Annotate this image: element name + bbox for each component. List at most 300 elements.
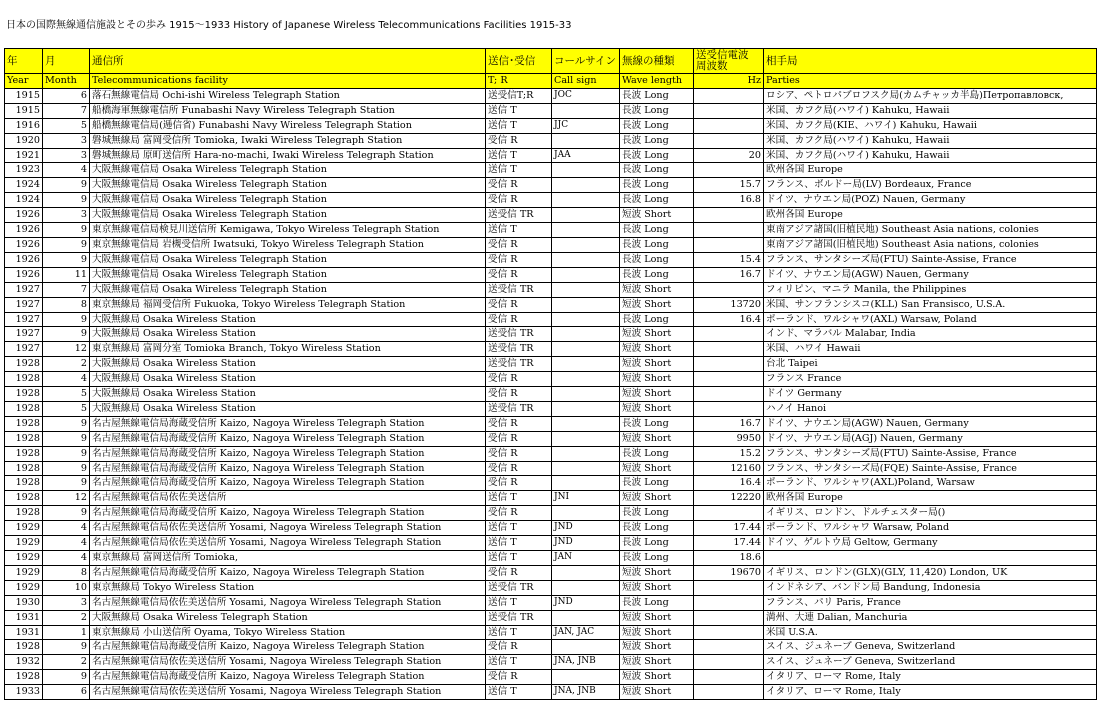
cell-callsign	[552, 565, 620, 580]
cell-tr: 送信 T	[486, 536, 552, 551]
cell-callsign	[552, 178, 620, 193]
cell-wavelength: 長波 Long	[620, 163, 694, 178]
cell-wavelength: 短波 Short	[620, 327, 694, 342]
cell-parties: 米国、カフク局(ハワイ) Kahuku, Hawaii	[764, 133, 1097, 148]
cell-tr: 受信 R	[486, 178, 552, 193]
cell-parties: 満州、大連 Dalian, Manchuria	[764, 610, 1097, 625]
cell-month: 9	[43, 327, 90, 342]
cell-month: 6	[43, 685, 90, 700]
header-jp-year: 年	[5, 49, 43, 74]
table-row	[5, 685, 1097, 700]
cell-callsign: JJC	[552, 118, 620, 133]
cell-parties: フランス、サンタシーズ局(FQE) Sainte-Assise, France	[764, 461, 1097, 476]
cell-wavelength: 長波 Long	[620, 252, 694, 267]
header-en-hz: Hz	[694, 74, 764, 89]
table-row	[5, 461, 1097, 476]
cell-month: 8	[43, 297, 90, 312]
cell-wavelength: 長波 Long	[620, 521, 694, 536]
cell-callsign	[552, 506, 620, 521]
cell-facility: 大阪無線電信局 Osaka Wireless Telegraph Station	[90, 252, 486, 267]
cell-wavelength: 長波 Long	[620, 193, 694, 208]
cell-frequency	[694, 625, 764, 640]
cell-year: 1928	[5, 387, 43, 402]
cell-parties: イギリス、ロンドン(GLX)(GLY, 11,420) London, UK	[764, 565, 1097, 580]
cell-year: 1928	[5, 372, 43, 387]
cell-parties: 米国、カフク局(ハワイ) Kahuku, Hawaii	[764, 148, 1097, 163]
cell-year: 1927	[5, 312, 43, 327]
cell-facility: 大阪無線局 Osaka Wireless Telegraph Station	[90, 610, 486, 625]
cell-parties: ポーランド、ワルシャワ(AXL)Poland, Warsaw	[764, 476, 1097, 491]
cell-month: 3	[43, 148, 90, 163]
cell-year: 1929	[5, 521, 43, 536]
table-row	[5, 372, 1097, 387]
table-row	[5, 88, 1097, 103]
cell-year: 1929	[5, 551, 43, 566]
cell-parties: ハノイ Hanoi	[764, 401, 1097, 416]
cell-facility: 大阪無線局 Osaka Wireless Station	[90, 387, 486, 402]
table-row	[5, 357, 1097, 372]
cell-wavelength: 長波 Long	[620, 88, 694, 103]
cell-tr: 送信 T	[486, 118, 552, 133]
cell-frequency: 20	[694, 148, 764, 163]
table-row	[5, 297, 1097, 312]
cell-year: 1926	[5, 223, 43, 238]
cell-callsign	[552, 103, 620, 118]
cell-tr: 受信 R	[486, 193, 552, 208]
cell-tr: 送受信 TR	[486, 610, 552, 625]
cell-frequency	[694, 387, 764, 402]
cell-year: 1930	[5, 595, 43, 610]
header-en-month: Month	[43, 74, 90, 89]
cell-tr: 受信 R	[486, 267, 552, 282]
cell-parties: ドイツ、ナウエン局(AGJ) Nauen, Germany	[764, 431, 1097, 446]
cell-callsign	[552, 267, 620, 282]
cell-facility: 名古屋無線電信局依佐美送信所	[90, 491, 486, 506]
header-jp-tr: 送信･受信	[486, 49, 552, 74]
header-row-english	[5, 74, 1097, 89]
table-row	[5, 595, 1097, 610]
cell-month: 12	[43, 342, 90, 357]
cell-year: 1927	[5, 327, 43, 342]
cell-facility: 船橋無線電信局(逓信省) Funabashi Navy Wireless Telegraph Station	[90, 118, 486, 133]
cell-month: 3	[43, 595, 90, 610]
cell-frequency	[694, 401, 764, 416]
cell-tr: 受信 R	[486, 446, 552, 461]
cell-year: 1933	[5, 685, 43, 700]
cell-month: 2	[43, 357, 90, 372]
header-en-wavelength: Wave length	[620, 74, 694, 89]
cell-tr: 送受信 TR	[486, 357, 552, 372]
cell-callsign: JAN, JAC	[552, 625, 620, 640]
cell-parties: インド、マラバル Malabar, India	[764, 327, 1097, 342]
cell-wavelength: 短波 Short	[620, 610, 694, 625]
cell-month: 9	[43, 431, 90, 446]
cell-facility: 東京無線局 小山送信所 Oyama, Tokyo Wireless Station	[90, 625, 486, 640]
cell-year: 1928	[5, 476, 43, 491]
header-jp-facility: 通信所	[90, 49, 486, 74]
cell-frequency: 15.2	[694, 446, 764, 461]
cell-parties: スイス、ジュネーブ Geneva, Switzerland	[764, 640, 1097, 655]
cell-callsign	[552, 133, 620, 148]
cell-parties: フランス、パリ Paris, France	[764, 595, 1097, 610]
cell-parties: フィリピン、マニラ Manila, the Philippines	[764, 282, 1097, 297]
cell-year: 1928	[5, 670, 43, 685]
header-en-year: Year	[5, 74, 43, 89]
cell-year: 1926	[5, 208, 43, 223]
cell-parties: イギリス、ロンドン、ドルチェスター局()	[764, 506, 1097, 521]
cell-facility: 東京無線電信局検見川送信所 Kemigawa, Tokyo Wireless Telegraph Station	[90, 223, 486, 238]
cell-tr: 送受信 TR	[486, 580, 552, 595]
cell-frequency	[694, 685, 764, 700]
cell-frequency: 9950	[694, 431, 764, 446]
header-en-facility: Telecommunications facility	[90, 74, 486, 89]
cell-wavelength: 長波 Long	[620, 416, 694, 431]
cell-month: 7	[43, 103, 90, 118]
cell-year: 1929	[5, 580, 43, 595]
cell-wavelength: 短波 Short	[620, 342, 694, 357]
cell-facility: 船橋海軍無線電信所 Funabashi Navy Wireless Telegraph Station	[90, 103, 486, 118]
cell-year: 1915	[5, 88, 43, 103]
cell-callsign	[552, 431, 620, 446]
cell-month: 5	[43, 118, 90, 133]
cell-facility: 大阪無線局 Osaka Wireless Station	[90, 372, 486, 387]
cell-month: 9	[43, 223, 90, 238]
cell-wavelength: 短波 Short	[620, 372, 694, 387]
cell-frequency	[694, 372, 764, 387]
cell-frequency	[694, 640, 764, 655]
table-row	[5, 521, 1097, 536]
cell-parties: ドイツ、ナウエン局(AGW) Nauen, Germany	[764, 416, 1097, 431]
cell-callsign	[552, 610, 620, 625]
cell-wavelength: 長波 Long	[620, 536, 694, 551]
table-row	[5, 610, 1097, 625]
cell-tr: 受信 R	[486, 431, 552, 446]
cell-tr: 送信 T	[486, 685, 552, 700]
cell-parties: スイス、ジュネーブ Geneva, Switzerland	[764, 655, 1097, 670]
cell-frequency: 16.8	[694, 193, 764, 208]
cell-parties: 欧州各国 Europe	[764, 208, 1097, 223]
cell-year: 1915	[5, 103, 43, 118]
cell-month: 3	[43, 133, 90, 148]
cell-year: 1923	[5, 163, 43, 178]
cell-facility: 名古屋無線電信局依佐美送信所 Yosami, Nagoya Wireless Telegraph Station	[90, 655, 486, 670]
cell-callsign	[552, 252, 620, 267]
cell-year: 1926	[5, 252, 43, 267]
cell-month: 9	[43, 446, 90, 461]
cell-parties: 米国、カフク局(KIE、ハワイ) Kahuku, Hawaii	[764, 118, 1097, 133]
table-row	[5, 476, 1097, 491]
cell-parties: 欧州各国 Europe	[764, 491, 1097, 506]
cell-frequency: 12160	[694, 461, 764, 476]
table-row	[5, 580, 1097, 595]
cell-tr: 送信 T	[486, 223, 552, 238]
cell-month: 9	[43, 178, 90, 193]
table-row	[5, 416, 1097, 431]
cell-tr: 受信 R	[486, 416, 552, 431]
table-row	[5, 163, 1097, 178]
cell-tr: 送信 T	[486, 148, 552, 163]
cell-parties: 米国、ハワイ Hawaii	[764, 342, 1097, 357]
cell-frequency: 16.7	[694, 267, 764, 282]
table-row	[5, 178, 1097, 193]
header-en-callsign: Call sign	[552, 74, 620, 89]
cell-frequency: 16.4	[694, 312, 764, 327]
table-row	[5, 312, 1097, 327]
cell-parties: フランス、ボルドー局(LV) Bordeaux, France	[764, 178, 1097, 193]
cell-wavelength: 長波 Long	[620, 312, 694, 327]
cell-month: 6	[43, 88, 90, 103]
cell-frequency	[694, 670, 764, 685]
cell-frequency	[694, 163, 764, 178]
cell-facility: 磐城無線局 原町送信所 Hara-no-machi, Iwaki Wireless Telegraph Station	[90, 148, 486, 163]
cell-year: 1931	[5, 610, 43, 625]
table-row	[5, 655, 1097, 670]
cell-frequency	[694, 595, 764, 610]
cell-callsign	[552, 282, 620, 297]
cell-year: 1916	[5, 118, 43, 133]
cell-callsign	[552, 476, 620, 491]
cell-callsign	[552, 372, 620, 387]
cell-wavelength: 短波 Short	[620, 357, 694, 372]
cell-wavelength: 短波 Short	[620, 625, 694, 640]
cell-wavelength: 長波 Long	[620, 178, 694, 193]
cell-year: 1928	[5, 401, 43, 416]
header-en-parties: Parties	[764, 74, 1097, 89]
cell-callsign	[552, 342, 620, 357]
cell-facility: 東京無線電信局 岩槻受信所 Iwatsuki, Tokyo Wireless Telegraph Station	[90, 237, 486, 252]
cell-month: 3	[43, 208, 90, 223]
cell-year: 1928	[5, 446, 43, 461]
header-jp-wavelength: 無線の種類	[620, 49, 694, 74]
cell-year: 1931	[5, 625, 43, 640]
cell-wavelength: 短波 Short	[620, 685, 694, 700]
header-jp-frequency-text: 送受信電波 周波数	[696, 49, 749, 72]
cell-year: 1932	[5, 655, 43, 670]
cell-tr: 送信 T	[486, 521, 552, 536]
cell-tr: 受信 R	[486, 565, 552, 580]
cell-month: 9	[43, 252, 90, 267]
cell-facility: 大阪無線電信局 Osaka Wireless Telegraph Station	[90, 163, 486, 178]
header-jp-month: 月	[43, 49, 90, 74]
cell-frequency	[694, 357, 764, 372]
cell-facility: 名古屋無線電信局海蔵受信所 Kaizo, Nagoya Wireless Telegraph Station	[90, 431, 486, 446]
cell-tr: 送受信 TR	[486, 327, 552, 342]
cell-callsign: JOC	[552, 88, 620, 103]
cell-facility: 名古屋無線電信局依佐美送信所 Yosami, Nagoya Wireless Telegraph Station	[90, 536, 486, 551]
cell-wavelength: 短波 Short	[620, 565, 694, 580]
cell-frequency	[694, 506, 764, 521]
cell-facility: 落石無線電信局 Ochi-ishi Wireless Telegraph Station	[90, 88, 486, 103]
cell-year: 1928	[5, 491, 43, 506]
cell-parties: イタリア、ローマ Rome, Italy	[764, 670, 1097, 685]
cell-month: 12	[43, 491, 90, 506]
cell-frequency: 16.4	[694, 476, 764, 491]
table-row	[5, 565, 1097, 580]
cell-month: 7	[43, 282, 90, 297]
cell-year: 1921	[5, 148, 43, 163]
cell-year: 1929	[5, 565, 43, 580]
table-row	[5, 536, 1097, 551]
cell-callsign	[552, 416, 620, 431]
cell-month: 9	[43, 237, 90, 252]
cell-month: 9	[43, 476, 90, 491]
table-row	[5, 223, 1097, 238]
cell-wavelength: 長波 Long	[620, 595, 694, 610]
cell-callsign	[552, 193, 620, 208]
cell-frequency	[694, 342, 764, 357]
cell-month: 5	[43, 401, 90, 416]
table-row	[5, 387, 1097, 402]
cell-month: 2	[43, 610, 90, 625]
cell-month: 4	[43, 163, 90, 178]
cell-tr: 送信 T	[486, 655, 552, 670]
cell-month: 4	[43, 536, 90, 551]
cell-tr: 送受信 TR	[486, 342, 552, 357]
cell-frequency: 15.7	[694, 178, 764, 193]
cell-facility: 大阪無線局 Osaka Wireless Station	[90, 357, 486, 372]
cell-wavelength: 短波 Short	[620, 640, 694, 655]
cell-parties	[764, 551, 1097, 566]
cell-wavelength: 長波 Long	[620, 103, 694, 118]
cell-wavelength: 長波 Long	[620, 506, 694, 521]
cell-facility: 名古屋無線電信局依佐美送信所 Yosami, Nagoya Wireless Telegraph Station	[90, 595, 486, 610]
cell-facility: 大阪無線局 Osaka Wireless Station	[90, 312, 486, 327]
cell-wavelength: 短波 Short	[620, 580, 694, 595]
table-row	[5, 193, 1097, 208]
cell-callsign	[552, 446, 620, 461]
cell-parties: 米国 U.S.A.	[764, 625, 1097, 640]
cell-month: 9	[43, 461, 90, 476]
cell-frequency	[694, 282, 764, 297]
cell-parties: 米国、サンフランシスコ(KLL) San Fransisco, U.S.A.	[764, 297, 1097, 312]
cell-frequency: 16.7	[694, 416, 764, 431]
table-row	[5, 103, 1097, 118]
cell-wavelength: 長波 Long	[620, 237, 694, 252]
cell-facility: 大阪無線電信局 Osaka Wireless Telegraph Station	[90, 208, 486, 223]
cell-callsign	[552, 387, 620, 402]
cell-callsign	[552, 237, 620, 252]
cell-callsign: JND	[552, 595, 620, 610]
cell-tr: 送受信 TR	[486, 208, 552, 223]
cell-month: 10	[43, 580, 90, 595]
cell-tr: 受信 R	[486, 506, 552, 521]
cell-facility: 名古屋無線電信局海蔵受信所 Kaizo, Nagoya Wireless Telegraph Station	[90, 506, 486, 521]
cell-facility: 東京無線局 福岡受信所 Fukuoka, Tokyo Wireless Telegraph Station	[90, 297, 486, 312]
cell-facility: 名古屋無線電信局海蔵受信所 Kaizo, Nagoya Wireless Telegraph Station	[90, 416, 486, 431]
table-row	[5, 267, 1097, 282]
cell-callsign: JAN	[552, 551, 620, 566]
cell-wavelength: 短波 Short	[620, 282, 694, 297]
cell-callsign	[552, 670, 620, 685]
cell-callsign	[552, 223, 620, 238]
cell-parties: フランス、サンタシーズ局(FTU) Sainte-Assise, France	[764, 446, 1097, 461]
table-row	[5, 342, 1097, 357]
cell-frequency	[694, 580, 764, 595]
cell-frequency: 19670	[694, 565, 764, 580]
table-row	[5, 670, 1097, 685]
table-row	[5, 446, 1097, 461]
cell-parties: 東南アジア諸国(旧植民地) Southeast Asia nations, colonies	[764, 223, 1097, 238]
cell-tr: 受信 R	[486, 476, 552, 491]
cell-facility: 東京無線局 富岡分室 Tomioka Branch, Tokyo Wireless Station	[90, 342, 486, 357]
cell-year: 1927	[5, 342, 43, 357]
cell-callsign: JAA	[552, 148, 620, 163]
cell-tr: 受信 R	[486, 312, 552, 327]
cell-wavelength: 短波 Short	[620, 431, 694, 446]
cell-year: 1928	[5, 357, 43, 372]
cell-callsign	[552, 312, 620, 327]
cell-frequency	[694, 118, 764, 133]
cell-tr: 受信 R	[486, 640, 552, 655]
cell-month: 9	[43, 193, 90, 208]
cell-callsign: JND	[552, 536, 620, 551]
cell-facility: 名古屋無線電信局海蔵受信所 Kaizo, Nagoya Wireless Telegraph Station	[90, 476, 486, 491]
cell-tr: 受信 R	[486, 237, 552, 252]
cell-wavelength: 長波 Long	[620, 223, 694, 238]
cell-month: 9	[43, 640, 90, 655]
cell-facility: 磐城無線局 富岡受信所 Tomioka, Iwaki Wireless Telegraph Station	[90, 133, 486, 148]
cell-frequency	[694, 103, 764, 118]
cell-tr: 受信 R	[486, 461, 552, 476]
cell-month: 4	[43, 372, 90, 387]
cell-frequency	[694, 610, 764, 625]
cell-year: 1928	[5, 640, 43, 655]
table-row	[5, 237, 1097, 252]
cell-year: 1927	[5, 297, 43, 312]
cell-callsign	[552, 297, 620, 312]
cell-year: 1929	[5, 536, 43, 551]
table-row	[5, 133, 1097, 148]
header-row-japanese	[5, 49, 1097, 74]
cell-wavelength: 短波 Short	[620, 401, 694, 416]
cell-tr: 送信 T	[486, 625, 552, 640]
cell-month: 5	[43, 387, 90, 402]
cell-parties: 欧州各国 Europe	[764, 163, 1097, 178]
cell-wavelength: 長波 Long	[620, 133, 694, 148]
cell-frequency: 12220	[694, 491, 764, 506]
cell-year: 1928	[5, 461, 43, 476]
table-row	[5, 551, 1097, 566]
cell-parties: ドイツ、ナウエン局(AGW) Nauen, Germany	[764, 267, 1097, 282]
cell-tr: 受信 R	[486, 387, 552, 402]
cell-facility: 東京無線局 Tokyo Wireless Station	[90, 580, 486, 595]
table-row	[5, 282, 1097, 297]
cell-frequency	[694, 237, 764, 252]
cell-facility: 名古屋無線電信局依佐美送信所 Yosami, Nagoya Wireless Telegraph Station	[90, 685, 486, 700]
cell-parties: 台北 Taipei	[764, 357, 1097, 372]
cell-frequency: 17.44	[694, 521, 764, 536]
cell-wavelength: 長波 Long	[620, 267, 694, 282]
cell-parties: ロシア、ペトロパブロフスク局(カムチャッカ半島)Петропавловск,	[764, 88, 1097, 103]
cell-year: 1927	[5, 282, 43, 297]
cell-parties: ドイツ、ゲルトウ局 Geltow, Germany	[764, 536, 1097, 551]
cell-wavelength: 長波 Long	[620, 148, 694, 163]
cell-frequency	[694, 223, 764, 238]
table-row	[5, 491, 1097, 506]
table-row	[5, 327, 1097, 342]
cell-callsign	[552, 401, 620, 416]
cell-facility: 大阪無線電信局 Osaka Wireless Telegraph Station	[90, 193, 486, 208]
cell-callsign	[552, 208, 620, 223]
cell-wavelength: 短波 Short	[620, 208, 694, 223]
cell-tr: 送信 T	[486, 595, 552, 610]
cell-frequency: 13720	[694, 297, 764, 312]
cell-month: 2	[43, 655, 90, 670]
cell-month: 4	[43, 551, 90, 566]
cell-facility: 名古屋無線電信局海蔵受信所 Kaizo, Nagoya Wireless Telegraph Station	[90, 446, 486, 461]
table-row	[5, 431, 1097, 446]
cell-facility: 名古屋無線電信局海蔵受信所 Kaizo, Nagoya Wireless Telegraph Station	[90, 461, 486, 476]
